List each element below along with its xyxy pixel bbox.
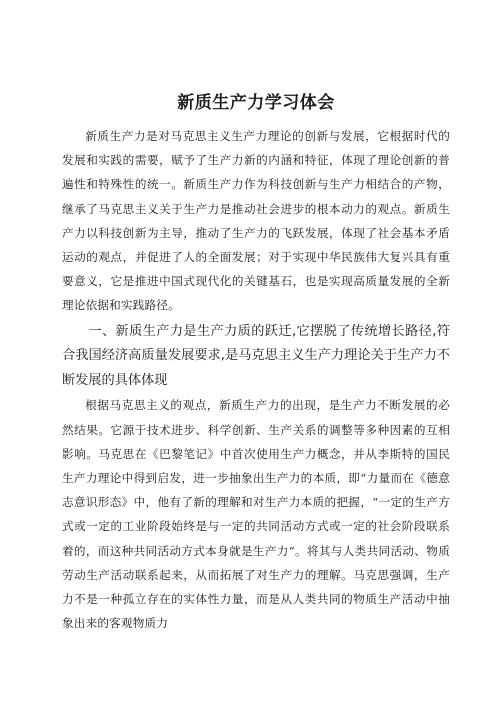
document-title: 新质生产力学习体会 [177, 93, 335, 113]
intro-paragraph: 新质生产力是对马克思主义生产力理论的创新与发展，它根据时代的发展和实践的需要，赋予了生产力新的内涵和特征，体现了理论创新的普遍性和特殊性的统一。新质生产力作为科技创新与生产力相结合的产物，继承了马克思主义关于生产力是推动社会进步的根本动力的观点。新质生产力以科技创新为主导，推动了生产力的飞跃发展，体现了社会基本矛盾运动的观点，并促进了人的全面发展；对于实现中华民族伟大复兴具有重要意义，它是推进中国式现代化的关键基石，也是实现高质量发展的全新理论依据和实践路径。 [62, 129, 450, 313]
section-heading: 一、新质生产力是生产力质的跃迁,它摆脱了传统增长路径,符合我国经济高质量发展要求,是马克思主义生产力理论关于生产力不断发展的具体体现 [62, 323, 450, 388]
body-paragraph: 根据马克思主义的观点，新质生产力的出现，是生产力不断发展的必然结果。它源于技术进步、科学创新、生产关系的调整等多种因素的互相影响。马克思在《巴黎笔记》中首次使用生产力概念，并从李斯特的国民生产力理论中得到启发，进一步抽象出生产力的本质，即“力量而在《德意志意识形态》中，他有了新的理解和对生产力本质的把握，“一定的生产方式或一定的工业阶段始终是与一定的共同活动方式或一定的社会阶段联系着的，而这种共同活动方式本身就是生产力“。将其与人类共同活动、物质劳动生产活动联系起来，从而拓展了对生产力的理解。马克思强调，生产力不是一种孤立存在的实体性力量，而是从人类共同的物质生产活动中抽象出来的客观物质力 [62, 398, 450, 631]
